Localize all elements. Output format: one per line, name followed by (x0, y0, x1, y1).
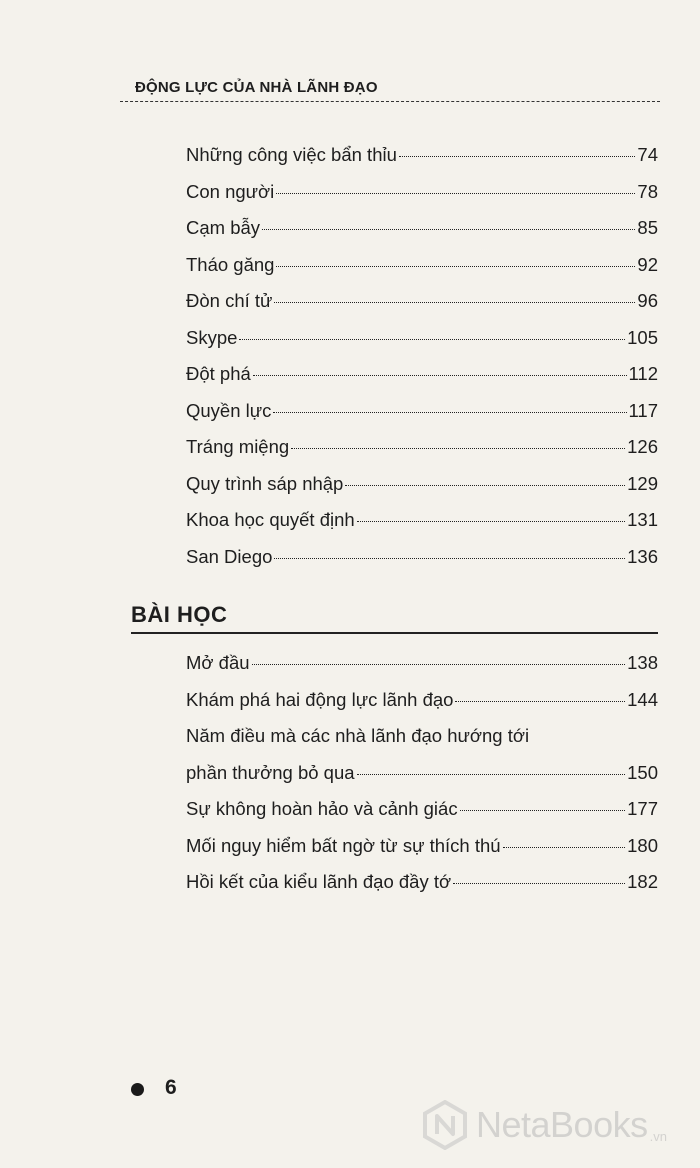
toc-entry-title: Tráng miệng (186, 436, 290, 457)
dot-leader (262, 229, 635, 230)
dot-leader (453, 883, 625, 884)
section-heading: BÀI HỌC (131, 602, 658, 634)
toc-entry[interactable] (186, 174, 658, 211)
toc-entry-page: 131 (627, 509, 658, 530)
toc-entry[interactable] (186, 320, 658, 357)
toc-entry-title: Mở đầu (186, 652, 250, 673)
dot-leader (252, 664, 626, 665)
toc-entry-title: Những công việc bẩn thỉu (186, 144, 397, 165)
toc-entry-multiline[interactable] (186, 718, 658, 791)
toc-entry[interactable] (186, 210, 658, 247)
toc-entry[interactable] (186, 137, 658, 174)
watermark-brand: NetaBooks (476, 1104, 648, 1145)
toc-entry-page: 126 (627, 436, 658, 457)
dot-leader (253, 375, 627, 376)
toc-entry-title: Đột phá (186, 363, 251, 384)
toc-entry[interactable] (186, 466, 658, 503)
toc-entry-page: 150 (627, 761, 658, 783)
hexagon-logo-icon (422, 1100, 468, 1150)
running-header: ĐỘNG LỰC CỦA NHÀ LÃNH ĐẠO (135, 79, 378, 96)
toc-entry-page: 85 (637, 217, 658, 238)
toc-entry-title: Con người (186, 180, 275, 202)
toc-entry-title: Cạm bẫy (186, 217, 261, 238)
toc-entry[interactable] (186, 864, 658, 901)
dot-leader (503, 847, 626, 848)
toc-entry-page: 136 (627, 545, 658, 567)
dot-leader (276, 193, 635, 194)
watermark-suffix: .vn (649, 1129, 667, 1144)
toc-entry-title: phần thưởng bỏ qua (186, 761, 355, 783)
dot-leader (460, 810, 626, 811)
toc-list-part1 (186, 137, 658, 575)
dot-leader (357, 521, 625, 522)
dot-leader (274, 558, 625, 559)
toc-entry-title: Đòn chí tử (186, 290, 273, 311)
toc-entry[interactable] (186, 502, 658, 539)
toc-entry[interactable] (186, 247, 658, 284)
toc-entry[interactable] (186, 791, 658, 828)
dot-leader (357, 774, 626, 775)
toc-list-part2 (186, 645, 658, 901)
toc-entry-title: Mối nguy hiểm bất ngờ từ sự thích thú (186, 834, 501, 856)
toc-entry-title: Sự không hoàn hảo và cảnh giác (186, 798, 458, 819)
bullet-icon (131, 1083, 144, 1096)
dot-leader (455, 701, 625, 702)
toc-entry-page: 138 (627, 652, 658, 673)
dot-leader (239, 339, 625, 340)
toc-entry[interactable] (186, 539, 658, 576)
dot-leader (399, 156, 636, 157)
toc-entry-title: Quyền lực (186, 399, 272, 421)
toc-entry-second-line (186, 755, 658, 792)
toc-entry-first-line (186, 718, 658, 755)
toc-entry[interactable] (186, 429, 658, 466)
toc-entry[interactable] (186, 393, 658, 430)
toc-entry-title: Khoa học quyết định (186, 509, 355, 530)
toc-entry-page: 78 (637, 180, 658, 202)
dot-leader (345, 485, 625, 486)
toc-entry-page: 105 (627, 326, 658, 348)
toc-entry-page: 129 (627, 472, 658, 494)
toc-entry-page: 144 (627, 688, 658, 710)
toc-entry-page: 92 (637, 253, 658, 275)
toc-entry-title: Tháo găng (186, 253, 275, 275)
dot-leader (276, 266, 635, 267)
toc-entry-page: 117 (628, 399, 658, 421)
toc-entry[interactable] (186, 682, 658, 719)
toc-entry-page: 180 (627, 834, 658, 856)
toc-entry-title-line1: Năm điều mà các nhà lãnh đạo hướng tới (186, 725, 530, 746)
watermark (422, 1100, 667, 1150)
dot-leader (291, 448, 625, 449)
toc-entry-title: Hồi kết của kiểu lãnh đạo đầy tớ (186, 871, 452, 892)
toc-entry[interactable] (186, 356, 658, 393)
toc-entry-page: 182 (627, 871, 658, 892)
dot-leader (273, 412, 626, 413)
toc-entry-title: Skype (186, 326, 238, 348)
toc-entry-page: 74 (637, 144, 658, 165)
toc-entry[interactable] (186, 828, 658, 865)
dot-leader (274, 302, 635, 303)
toc-entry-title: Khám phá hai động lực lãnh đạo (186, 688, 454, 710)
toc-entry[interactable] (186, 283, 658, 320)
toc-entry[interactable] (186, 645, 658, 682)
page-number: 6 (165, 1076, 177, 1099)
toc-entry-title: Quy trình sáp nhập (186, 472, 344, 494)
toc-entry-page: 96 (637, 290, 658, 311)
toc-entry-page: 112 (628, 363, 658, 384)
header-dashed-rule (120, 101, 660, 102)
toc-entry-title: San Diego (186, 545, 273, 567)
toc-entry-page: 177 (627, 798, 658, 819)
